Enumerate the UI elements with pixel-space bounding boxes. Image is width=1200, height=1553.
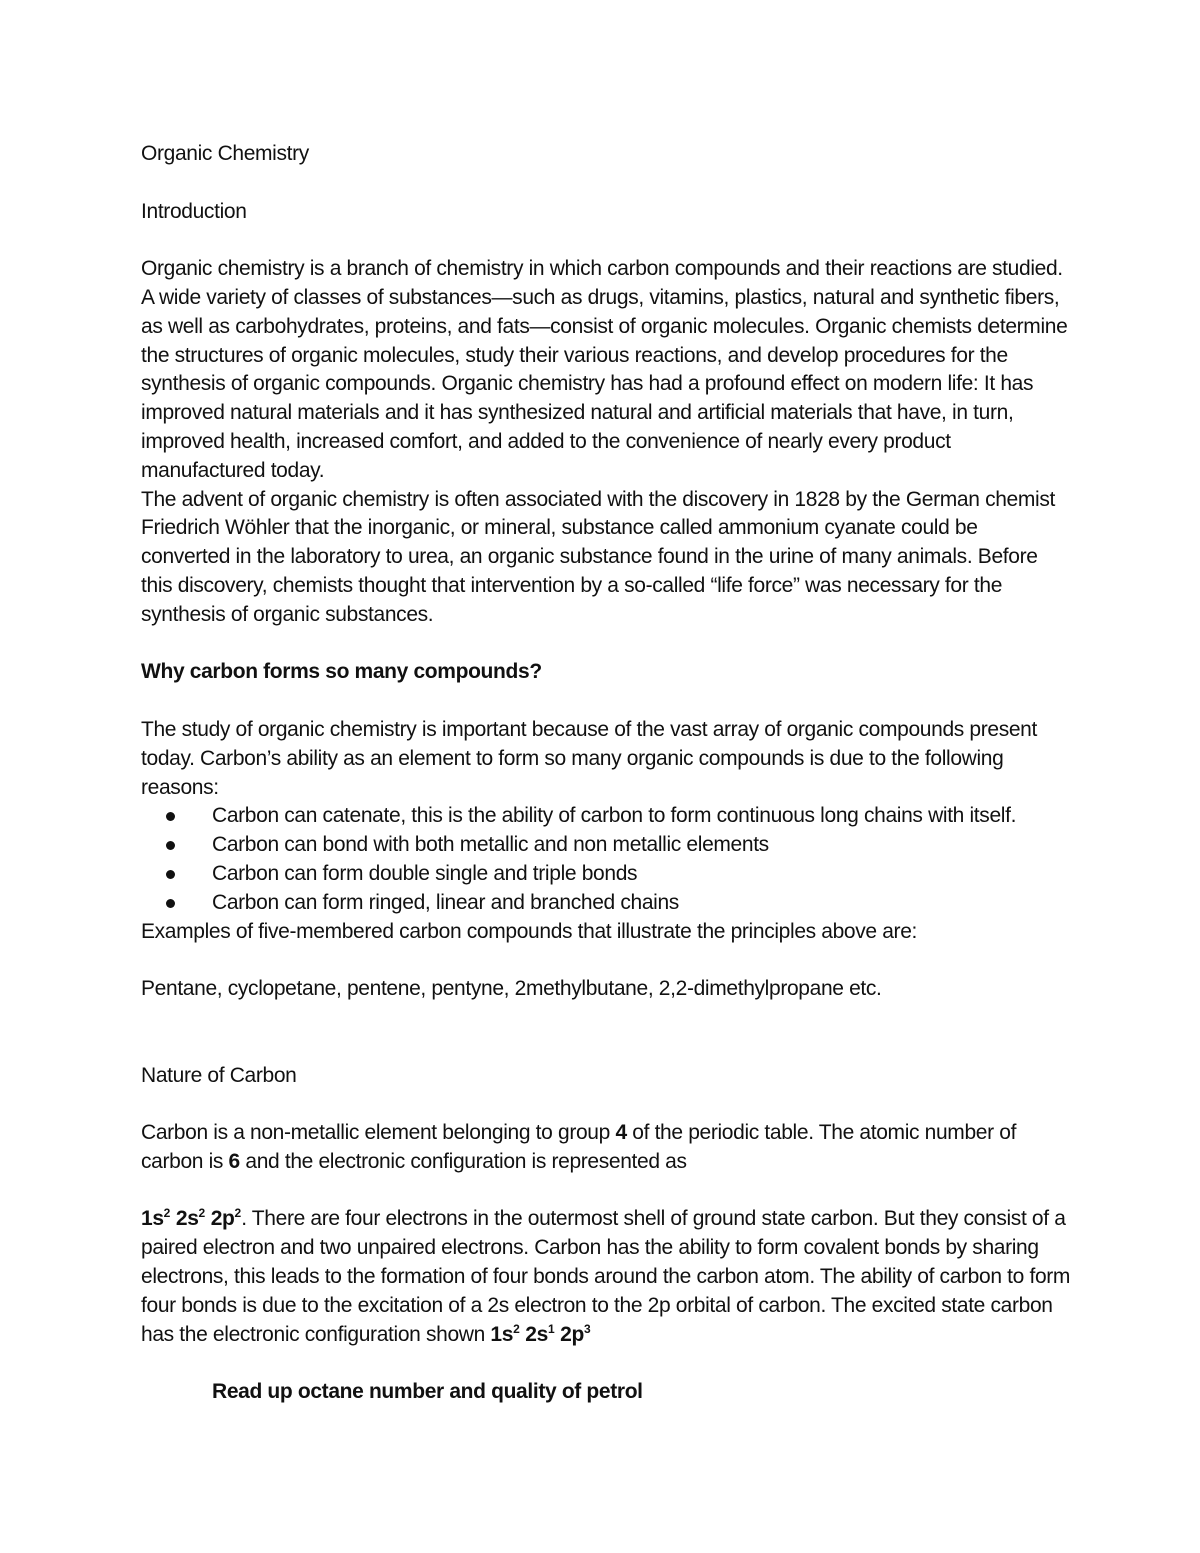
spacer	[141, 687, 1071, 716]
nature-text: and the electronic configuration is represented as	[239, 1149, 687, 1173]
config-term: 2s	[525, 1322, 548, 1346]
bullet-icon	[166, 812, 175, 821]
why-carbon-heading: Why carbon forms so many compounds?	[141, 660, 542, 684]
atomic-number: 6	[228, 1149, 240, 1173]
ground-state-config	[141, 1207, 241, 1230]
list-item	[141, 860, 1071, 889]
list-item	[141, 802, 1071, 831]
config-exponent: 2	[234, 1206, 242, 1221]
config-term: 2p	[560, 1322, 584, 1346]
config-term: 2s	[175, 1207, 199, 1231]
nature-text: . There are four electrons in the outermost shell of ground state carbon. But they consist of a paired electron and two unpaired electrons. Carbon has the ability to form covalent bonds by sharing electrons, this leads to the formation of four bonds around the carbon atom. The ability of carbon to form four bonds is due to the excitation of a 2s electron to the 2p orbital of carbon. The excited state carbon has the electronic configuration shown	[141, 1207, 1071, 1346]
group-number: 4	[615, 1121, 627, 1145]
intro-heading: Introduction	[141, 199, 247, 223]
intro-paragraph-1: Organic chemistry is a branch of chemistry in which carbon compounds and their reactions are studied. A wide variety of classes of substances—such as drugs, vitamins, plastics, natural and synthetic fibers, as well as carbohydrates, proteins, and fats—consist of organic molecules. Organic chemists determine the structures of organic molecules, study their various reactions, and develop procedures for the synthesis of organic compounds. Organic chemistry has had a profound effect on modern life: It has improved natural materials and it has synthesized natural and artificial materials that have, in turn, improved health, increased comfort, and added to the convenience of nearly every product manufactured today.	[141, 257, 1068, 482]
bullet-icon	[166, 841, 175, 850]
spacer	[141, 226, 1071, 255]
spacer	[141, 946, 1071, 975]
examples-intro: Examples of five-membered carbon compounds that illustrate the principles above are:	[141, 919, 918, 943]
why-carbon-paragraph: The study of organic chemistry is important because of the vast array of organic compounds present today. Carbon’s ability as an element to form so many organic compounds is due to the following reasons:	[141, 717, 1037, 799]
spacer	[141, 1090, 1071, 1119]
config-term: 1s	[141, 1207, 164, 1231]
config-exponent: 2	[163, 1206, 171, 1221]
reasons-list	[141, 802, 1071, 917]
nature-paragraph-2	[141, 1205, 1071, 1349]
list-item	[141, 889, 1071, 918]
config-term: 1s	[490, 1322, 514, 1346]
nature-text: Carbon is a non-metallic element belonging to group	[141, 1121, 616, 1145]
nature-heading: Nature of Carbon	[141, 1063, 297, 1087]
reading-note: Read up octane number and quality of petrol	[212, 1380, 643, 1404]
list-item-text: Carbon can catenate, this is the ability of carbon to form continuous long chains with itself.	[212, 804, 1017, 828]
list-item-text: Carbon can form ringed, linear and branched chains	[212, 890, 679, 914]
excited-state-config	[490, 1323, 590, 1346]
spacer	[141, 1177, 1071, 1206]
list-item-text: Carbon can bond with both metallic and non metallic elements	[212, 833, 769, 857]
nature-paragraph-1	[141, 1119, 1071, 1177]
config-exponent: 2	[513, 1321, 520, 1336]
spacer	[141, 1004, 1071, 1062]
intro-paragraph-2: The advent of organic chemistry is often associated with the discovery in 1828 by the German chemist Friedrich Wöhler that the inorganic, or mineral, substance called ammonium cyanate could be converted in the laboratory to urea, an organic substance found in the urine of many animals. Before this discovery, chemists thought that intervention by a so-called “life force” was necessary for the synthesis of organic substances.	[141, 487, 1055, 626]
bullet-icon	[166, 870, 175, 879]
examples-list: Pentane, cyclopetane, pentene, pentyne, 2methylbutane, 2,2-dimethylpropane etc.	[141, 977, 882, 1001]
list-item-text: Carbon can form double single and triple bonds	[212, 861, 638, 885]
list-item	[141, 831, 1071, 860]
nature-text: of the periodic table. The atomic number of carbon is	[141, 1121, 1017, 1173]
config-term: 2p	[210, 1207, 235, 1231]
bullet-icon	[166, 899, 175, 908]
spacer	[141, 169, 1071, 198]
document-body	[141, 140, 1071, 1407]
config-exponent: 3	[583, 1321, 591, 1336]
document-title: Organic Chemistry	[141, 142, 309, 165]
config-exponent: 1	[547, 1321, 555, 1336]
spacer	[141, 630, 1071, 659]
config-exponent: 2	[198, 1206, 206, 1221]
spacer	[141, 1349, 1071, 1378]
